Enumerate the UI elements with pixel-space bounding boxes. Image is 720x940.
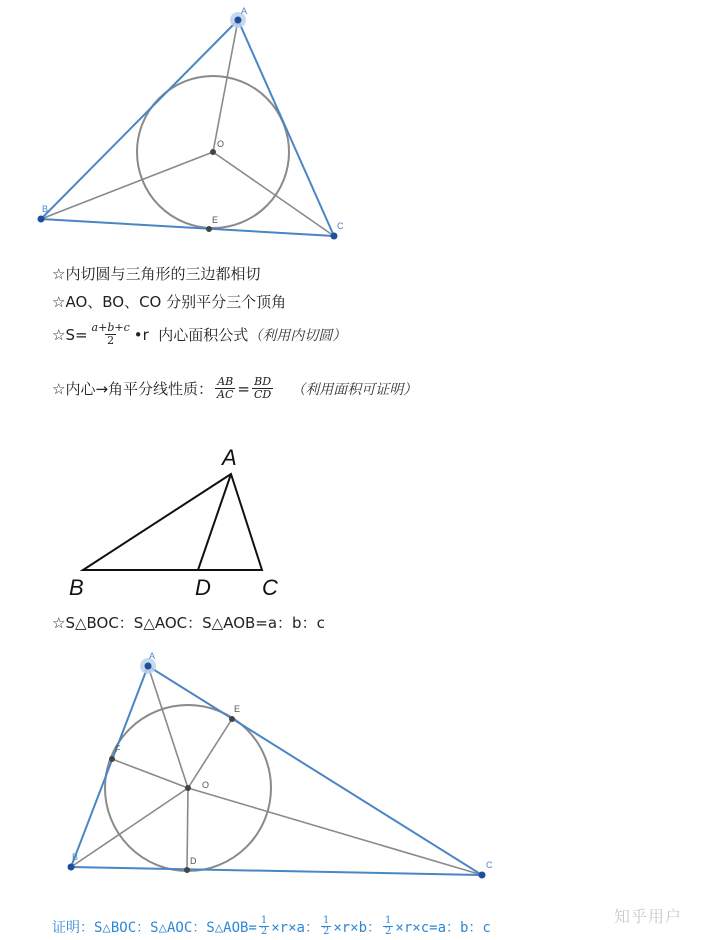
area-formula-note: （利用内切圆）	[248, 327, 347, 344]
segment-EO	[188, 719, 232, 788]
note-area-ratio	[52, 612, 325, 633]
proof-prefix: 证明：S△BOC：S△AOC：S△AOB=	[52, 919, 257, 936]
watermark-text: 知乎用户	[614, 907, 683, 926]
area-formula-fraction	[90, 322, 132, 347]
segment-AO-2	[148, 666, 188, 788]
segment-DO	[187, 788, 188, 870]
proof-part-3: ×r×c=a：b：c	[395, 919, 491, 936]
figure-angle-bisector	[0, 440, 720, 610]
area-ratio-text: ☆S△BOC：S△AOC：S△AOB=a：b：c	[52, 614, 325, 632]
label-D-3: D	[190, 856, 197, 866]
triangle-ABC-2	[83, 474, 262, 570]
fraction-numerator: AB	[217, 375, 234, 388]
note-area-formula	[52, 322, 346, 347]
note-line-1: ☆内切圆与三角形的三边都相切	[52, 265, 261, 283]
label-B-3: B	[72, 852, 79, 862]
proof-part-2: ×r×b：	[333, 919, 382, 936]
label-O-3: O	[202, 780, 210, 790]
point-A-3	[145, 663, 152, 670]
area-formula-suffix: •r 内心面积公式	[133, 326, 249, 344]
bisector-property-prefix: ☆内心→角平分线性质：	[52, 380, 214, 398]
fraction-numerator: 1	[260, 915, 268, 926]
fraction-half-1	[259, 916, 269, 937]
fraction-half-3	[383, 916, 393, 937]
fraction-numerator: a+b+c	[91, 321, 130, 334]
label-E-3: E	[234, 704, 241, 714]
point-C-3	[479, 872, 486, 879]
point-E-3	[229, 716, 235, 722]
proof-line	[52, 916, 491, 937]
note-incircle-tangent	[52, 263, 260, 284]
watermark	[614, 904, 682, 927]
point-D-3	[184, 867, 190, 873]
label-C: C	[337, 221, 344, 231]
point-E	[206, 226, 212, 232]
label-B: B	[42, 204, 49, 214]
point-B	[38, 216, 45, 223]
label-A-3: A	[149, 651, 156, 661]
label-E: E	[212, 215, 219, 225]
label-B-2: B	[69, 575, 84, 600]
note-bisectors	[52, 291, 286, 312]
label-A: A	[241, 6, 248, 16]
segment-CO-2	[188, 788, 482, 875]
fraction-denominator: AC	[217, 388, 234, 401]
point-A	[235, 17, 242, 24]
fraction-BD-CD	[252, 376, 273, 401]
segment-BO-2	[71, 788, 188, 867]
point-F-3	[109, 756, 115, 762]
proof-part-1: ×r×a：	[271, 919, 319, 936]
fraction-denominator: 2	[260, 926, 268, 937]
fraction-half-2	[321, 916, 331, 937]
segment-AD	[198, 474, 231, 570]
note-bisector-property	[52, 376, 417, 401]
label-F-3: F	[115, 744, 121, 754]
segment-FO	[112, 759, 188, 788]
fraction-AB-AC	[215, 376, 235, 401]
fraction-numerator: BD	[254, 375, 272, 388]
figure-incircle-1	[0, 0, 720, 250]
label-C-2: C	[262, 575, 278, 600]
figure-incircle-2	[0, 640, 720, 890]
triangle-ABC-3	[71, 666, 482, 875]
equals-sign: =	[237, 379, 250, 398]
point-C	[331, 233, 338, 240]
bisector-property-note: （利用面积可证明）	[291, 381, 418, 398]
point-O-3	[185, 785, 191, 791]
point-O	[210, 149, 216, 155]
fraction-numerator: 1	[385, 915, 392, 926]
label-C-3: C	[486, 860, 493, 870]
fraction-numerator: 1	[322, 915, 330, 926]
fraction-denominator: 2	[385, 926, 392, 937]
label-A-2: A	[222, 445, 237, 470]
fraction-denominator: CD	[253, 388, 272, 401]
label-D-2: D	[195, 575, 211, 600]
fraction-denominator: 2	[322, 926, 330, 937]
fraction-denominator: 2	[107, 334, 115, 347]
point-B-3	[68, 864, 75, 871]
area-formula-prefix: ☆S=	[52, 325, 88, 344]
note-line-2: ☆AO、BO、CO 分别平分三个顶角	[52, 293, 287, 311]
segment-BO	[41, 152, 213, 219]
triangle-ABC	[41, 20, 334, 236]
label-O: O	[217, 139, 225, 149]
segment-AO	[213, 20, 238, 152]
